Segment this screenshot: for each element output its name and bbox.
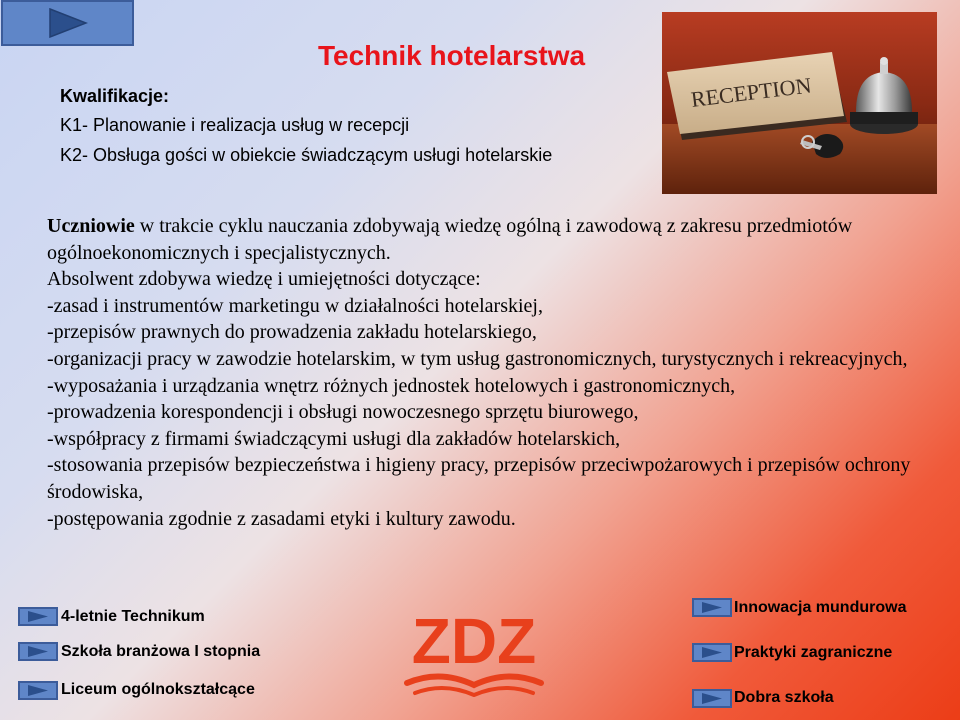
qualification-k1: K1- Planowanie i realizacja usług w recepcji	[60, 115, 410, 135]
description-lead	[47, 213, 927, 266]
description-item: -prowadzenia korespondencji i obsługi nowoczesnego sprzętu biurowego,	[47, 401, 639, 424]
svg-text:RECEPTION: RECEPTION	[689, 72, 813, 112]
description-lead-rest: w trakcie cyklu nauczania zdobywają wiedzę ogólną i zawodową z zakresu przedmiotów ogólnoekonomicznych i specjalistycznych.	[47, 215, 853, 264]
logo-text: ZDZ	[411, 605, 537, 677]
description-item: -przepisów prawnych do prowadzenia zakładu hotelarskiego,	[47, 321, 537, 344]
nav-button-innowacja[interactable]	[692, 598, 732, 617]
nav-button-technikum[interactable]	[18, 607, 58, 626]
link-innowacja-mundurowa[interactable]: Innowacja mundurowa	[734, 599, 907, 616]
description-lead-bold: Uczniowie	[47, 215, 135, 237]
play-arrow-icon	[701, 601, 723, 614]
zdz-logo	[397, 603, 551, 702]
description-intro: Absolwent zdobywa wiedzę i umiejętności dotyczące:	[47, 268, 481, 291]
play-arrow-icon	[27, 610, 49, 623]
qualification-k2: K2- Obsługa gości w obiekcie świadczącym usługi hotelarskie	[60, 145, 553, 165]
link-szkola-branzowa[interactable]: Szkoła branżowa I stopnia	[61, 643, 261, 660]
play-arrow-icon	[701, 646, 723, 659]
link-dobra-szkola[interactable]: Dobra szkoła	[734, 689, 834, 706]
nav-button-dobra-szkola[interactable]	[692, 689, 732, 708]
play-arrow-icon	[48, 8, 88, 38]
play-arrow-icon	[27, 684, 49, 697]
reception-photo	[662, 12, 937, 194]
course-description	[47, 213, 927, 532]
description-item: -zasad i instrumentów marketingu w działalności hotelarskiej,	[47, 294, 543, 317]
link-technikum[interactable]: 4-letnie Technikum	[61, 608, 205, 625]
back-nav-button[interactable]	[1, 0, 134, 46]
nav-button-szkola-branzowa[interactable]	[18, 642, 58, 661]
description-item: -stosowania przepisów bezpieczeństwa i higieny pracy, przepisów przeciwpożarowych i przepisów ochrony środowiska,	[47, 454, 911, 503]
link-liceum[interactable]: Liceum ogólnokształcące	[61, 681, 255, 698]
link-praktyki-zagraniczne[interactable]: Praktyki zagraniczne	[734, 644, 893, 661]
page-title: Technik hotelarstwa	[318, 40, 586, 71]
description-item: -współpracy z firmami świadczącymi usługi dla zakładów hotelarskich,	[47, 427, 621, 450]
nav-button-liceum[interactable]	[18, 681, 58, 700]
qualifications-heading: Kwalifikacje:	[60, 86, 170, 106]
play-arrow-icon	[27, 645, 49, 658]
nav-button-praktyki[interactable]	[692, 643, 732, 662]
description-item: -wyposażania i urządzania wnętrz różnych jednostek hotelowych i gastronomicznych,	[47, 374, 736, 397]
description-item: -organizacji pracy w zawodzie hotelarskim, w tym usług gastronomicznych, turystycznych i rekreacyjnych,	[47, 347, 908, 370]
play-arrow-icon	[701, 692, 723, 705]
description-item: -postępowania zgodnie z zasadami etyki i kultury zawodu.	[47, 507, 516, 530]
